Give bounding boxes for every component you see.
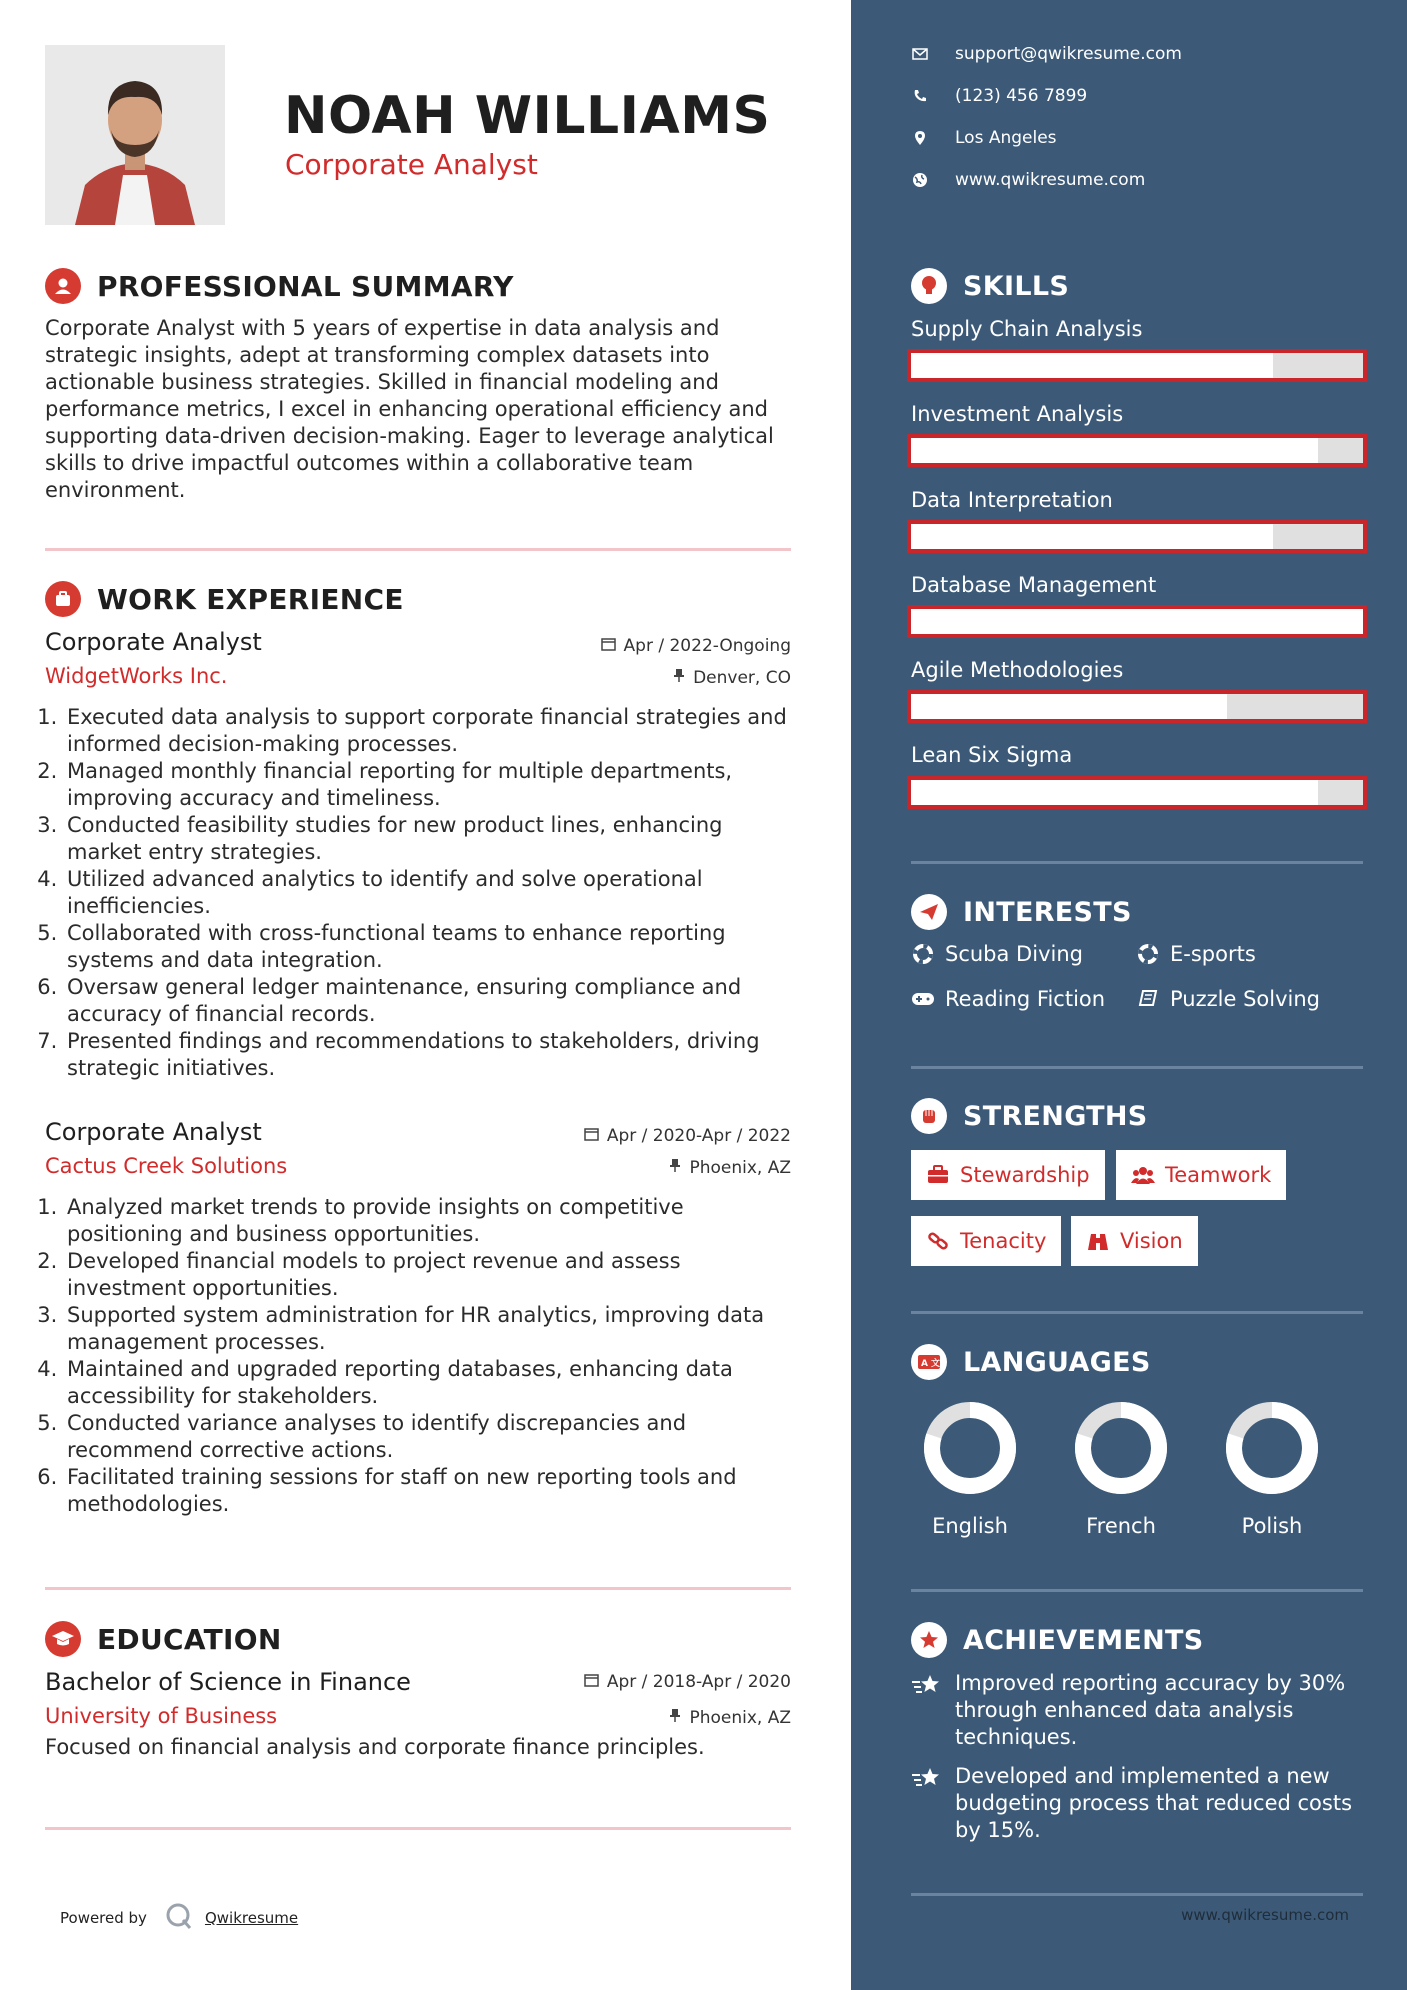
list-item: 2. Developed financial models to project revenue and assess investment opportunities. (64, 1248, 791, 1302)
gamepad-icon (911, 987, 935, 1011)
education-location (669, 1708, 791, 1728)
paper-plane-icon (911, 894, 947, 930)
skills-heading (911, 268, 1069, 304)
divider (911, 1589, 1363, 1592)
binoculars-icon (1086, 1229, 1110, 1253)
achievement-item (911, 1763, 1363, 1844)
language-item (920, 1398, 1020, 1538)
experience-heading-label: WORK EXPERIENCE (97, 582, 404, 616)
achievement-text: Developed and implemented a new budgeting process that reduced costs by 15%. (955, 1764, 1353, 1842)
list-item: 3. Supported system administration for HR analytics, improving data management processes. (64, 1302, 791, 1356)
user-icon (45, 268, 81, 304)
job-dates-text: Apr / 2022-Ongoing (623, 636, 791, 656)
interest-label: Scuba Diving (945, 942, 1083, 966)
job-company: Cactus Creek Solutions (45, 1154, 288, 1178)
achievements-heading-label: ACHIEVEMENTS (963, 1624, 1204, 1656)
shooting-star-icon (911, 1670, 943, 1751)
interests-heading (911, 894, 1132, 930)
list-item: 4. Utilized advanced analytics to identify and solve operational inefficiencies. (64, 866, 791, 920)
contact-phone-text: (123) 456 7899 (955, 86, 1088, 106)
svg-text:A: A (921, 1359, 928, 1369)
achievement-item (911, 1670, 1363, 1751)
job-location-text: Denver, CO (693, 668, 791, 688)
skill-name: Data Interpretation (911, 488, 1113, 512)
strengths-heading-label: STRENGTHS (963, 1100, 1148, 1132)
graduation-cap-icon (45, 1621, 81, 1657)
skills-heading-label: SKILLS (963, 270, 1070, 302)
interest-item (911, 987, 1105, 1011)
languages-heading (911, 1344, 1151, 1380)
divider (45, 1827, 791, 1830)
contact-location (911, 128, 1057, 148)
summary-heading (45, 268, 514, 304)
divider (911, 861, 1363, 864)
list-item: 3. Conducted feasibility studies for new product lines, enhancing market entry strategies. (64, 812, 791, 866)
powered-by (60, 1902, 298, 1934)
qwikresume-logo-icon (165, 1902, 193, 1934)
envelope-icon (911, 45, 929, 63)
lifebuoy-icon (1136, 942, 1160, 966)
education-heading (45, 1621, 282, 1657)
contact-website[interactable] (911, 170, 1145, 190)
list-item: 1. Analyzed market trends to provide insights on competitive positioning and business opportunities. (64, 1194, 791, 1248)
skill-name: Investment Analysis (911, 402, 1124, 426)
strength-tag (1071, 1216, 1198, 1266)
job-location-text: Phoenix, AZ (689, 1158, 791, 1178)
pin-icon (669, 1708, 681, 1728)
contact-location-text: Los Angeles (955, 128, 1057, 148)
skill-name: Database Management (911, 573, 1157, 597)
list-item: 7. Presented findings and recommendations to stakeholders, driving strategic initiatives. (64, 1028, 791, 1082)
link-icon (926, 1229, 950, 1253)
briefcase-icon (926, 1163, 950, 1187)
education-location-text: Phoenix, AZ (689, 1708, 791, 1728)
interests-heading-label: INTERESTS (963, 896, 1132, 928)
job-dates (601, 636, 791, 656)
candidate-name: NOAH WILLIAMS (284, 86, 771, 146)
achievements-heading (911, 1622, 1204, 1658)
language-ring (1222, 1398, 1322, 1498)
pin-icon (673, 668, 685, 688)
lifebuoy-icon (911, 942, 935, 966)
language-name: English (932, 1514, 1008, 1538)
briefcase-icon (45, 581, 81, 617)
calendar-icon (601, 636, 616, 656)
education-heading-label: EDUCATION (97, 1622, 282, 1656)
fist-icon (911, 1098, 947, 1134)
achievement-text: Improved reporting accuracy by 30% through enhanced data analysis techniques. (955, 1671, 1346, 1749)
experience-heading (45, 581, 404, 617)
skill-bar (907, 776, 1367, 809)
job-role: Corporate Analyst (45, 628, 262, 656)
education-school: University of Business (45, 1704, 278, 1728)
job-dates (584, 1126, 791, 1146)
skill-bar (907, 349, 1367, 382)
job-entry (45, 628, 791, 1082)
skill-bar-fill (911, 353, 1273, 378)
profile-photo (45, 45, 225, 225)
powered-by-label: Powered by (60, 1909, 147, 1927)
language-ring (1071, 1398, 1171, 1498)
translate-icon (911, 1344, 947, 1380)
map-pin-icon (911, 129, 929, 147)
education-description: Focused on financial analysis and corporate finance principles. (45, 1735, 705, 1759)
qwikresume-link[interactable]: Qwikresume (204, 1909, 299, 1927)
divider (45, 548, 791, 551)
strength-label: Stewardship (960, 1163, 1090, 1187)
site-url[interactable]: www.qwikresume.com (1181, 1906, 1349, 1924)
calendar-icon (584, 1672, 599, 1692)
job-bullets (45, 704, 791, 1082)
skill-bar (907, 605, 1367, 638)
interest-label: Puzzle Solving (1170, 987, 1320, 1011)
list-item: 5. Collaborated with cross-functional teams to enhance reporting systems and data integration. (64, 920, 791, 974)
language-item (1071, 1398, 1171, 1538)
strength-label: Teamwork (1165, 1163, 1272, 1187)
interest-item (1136, 942, 1256, 966)
skill-bar-fill (911, 780, 1318, 805)
job-location (673, 668, 791, 688)
interest-label: E-sports (1170, 942, 1256, 966)
list-item: 4. Maintained and upgraded reporting databases, enhancing data accessibility for stakeholders. (64, 1356, 791, 1410)
language-item (1222, 1398, 1322, 1538)
skill-bar-fill (911, 438, 1318, 463)
language-name: Polish (1241, 1514, 1303, 1538)
skill-name: Lean Six Sigma (911, 743, 1073, 767)
shooting-star-icon (911, 1763, 943, 1844)
job-location (669, 1158, 791, 1178)
list-item: 6. Oversaw general ledger maintenance, ensuring compliance and accuracy of financial records. (64, 974, 791, 1028)
languages-heading-label: LANGUAGES (963, 1346, 1151, 1378)
star-icon (911, 1622, 947, 1658)
divider (911, 1066, 1363, 1069)
summary-heading-label: PROFESSIONAL SUMMARY (97, 269, 514, 303)
phone-icon (911, 87, 929, 105)
job-dates-text: Apr / 2020-Apr / 2022 (606, 1126, 791, 1146)
skill-bar-fill (911, 694, 1227, 719)
skill-bar (907, 690, 1367, 723)
skill-bar-fill (911, 524, 1273, 549)
contact-email-text: support@qwikresume.com (955, 44, 1182, 64)
summary-text: Corporate Analyst with 5 years of expertise in data analysis and strategic insights, adept at transforming complex datasets into actionable business strategies. Skilled in financial modeling and performance metrics, I excel in enhancing operational efficiency and supporting data-driven decision-making. Eager to leverage analytical skills to drive impactful outcomes within a collaborative team environment. (45, 316, 774, 502)
svg-text:文: 文 (931, 1359, 941, 1369)
candidate-title: Corporate Analyst (285, 148, 538, 181)
contact-email[interactable] (911, 44, 1182, 64)
job-entry (45, 1118, 791, 1518)
divider (911, 1893, 1363, 1896)
list-item: 6. Facilitated training sessions for staff on new reporting tools and methodologies. (64, 1464, 791, 1518)
pin-icon (669, 1158, 681, 1178)
users-icon (1131, 1163, 1155, 1187)
contact-phone[interactable] (911, 86, 1087, 106)
skill-bar (907, 520, 1367, 553)
contact-website-text: www.qwikresume.com (955, 170, 1146, 190)
strengths-heading (911, 1098, 1148, 1134)
strength-tag (911, 1216, 1061, 1266)
divider (911, 1311, 1363, 1314)
skill-name: Supply Chain Analysis (911, 317, 1143, 341)
lightbulb-icon (911, 268, 947, 304)
education-dates (584, 1672, 791, 1692)
skill-bar (907, 434, 1367, 467)
skill-name: Agile Methodologies (911, 658, 1124, 682)
strength-label: Vision (1120, 1229, 1183, 1253)
strength-tag (1116, 1150, 1286, 1200)
job-bullets (45, 1194, 791, 1518)
job-company: WidgetWorks Inc. (45, 664, 228, 688)
language-ring (920, 1398, 1020, 1498)
globe-icon (911, 171, 929, 189)
book-icon (1136, 987, 1160, 1011)
strength-label: Tenacity (960, 1229, 1047, 1253)
skill-bar-fill (911, 609, 1363, 634)
list-item: 2. Managed monthly financial reporting for multiple departments, improving accuracy and timeliness. (64, 758, 791, 812)
strength-tag (911, 1150, 1105, 1200)
list-item: 5. Conducted variance analyses to identify discrepancies and recommend corrective actions. (64, 1410, 791, 1464)
interest-item (911, 942, 1083, 966)
divider (45, 1587, 791, 1590)
education-degree: Bachelor of Science in Finance (45, 1668, 411, 1696)
interest-item (1136, 987, 1320, 1011)
interest-label: Reading Fiction (945, 987, 1106, 1011)
list-item: 1. Executed data analysis to support corporate financial strategies and informed decision-making processes. (64, 704, 791, 758)
calendar-icon (584, 1126, 599, 1146)
job-role: Corporate Analyst (45, 1118, 262, 1146)
education-entry (45, 1668, 791, 1761)
language-name: French (1086, 1514, 1156, 1538)
education-dates-text: Apr / 2018-Apr / 2020 (606, 1672, 791, 1692)
